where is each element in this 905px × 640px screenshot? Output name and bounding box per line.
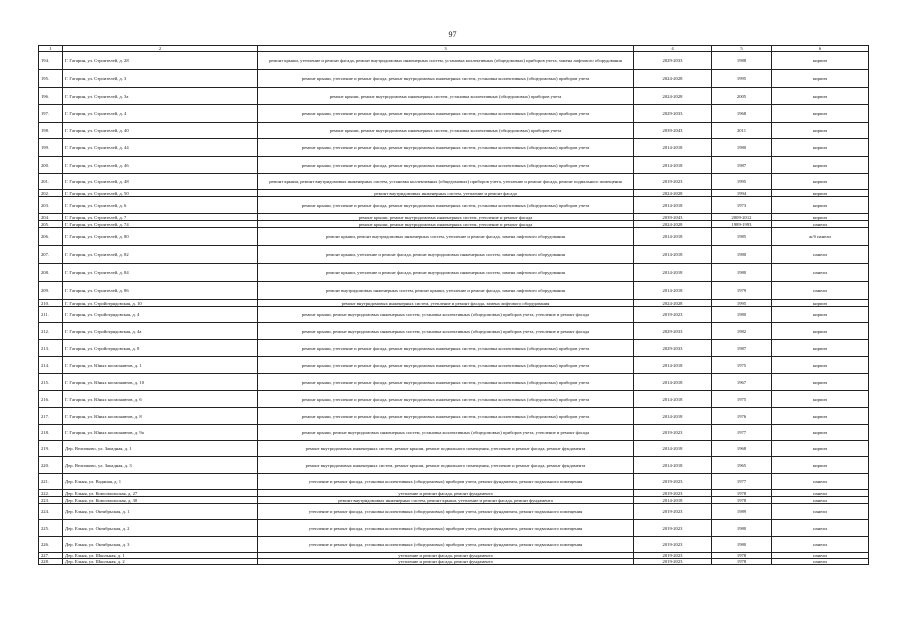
year-cell: 1982 [712,323,772,340]
address-cell: Дер. Ельня, ул. Школьная, д. 2 [63,559,258,565]
period-cell: 2019-2023 [634,474,712,490]
address-cell: Г. Гагарин, ул. Строителей, д. 86 [63,282,258,300]
row-number: 207. [39,246,63,264]
period-cell: 2024-2028 [634,88,712,105]
year-cell: 1980 [712,264,772,282]
period-cell: 2014-2018 [634,408,712,425]
works-cell: ремонт крыши, ремонт внутридомовых инженерных систем, установка коллективных (общедомовых) приборов учета, утепление и ремонт фасада [258,307,634,323]
row-number: 198. [39,123,63,139]
column-number: 4 [634,46,712,52]
works-cell: утепление и ремонт фасада, установка коллективных (общедомовых) приборов учета, ремонт фундамента, ремонт подвального помещения [258,537,634,553]
table-row [39,425,869,441]
works-cell: ремонт крыши, утепление и ремонт фасада, ремонт внутридомовых инженерных систем, установка коллективных (общедомовых) приборов учета [258,139,634,157]
works-cell: ремонт крыши, утепление и ремонт фасада, ремонт внутридомовых инженерных систем, установка коллективных (общедомовых) приборов учета [258,105,634,123]
year-cell: 1973 [712,197,772,214]
row-number: 219. [39,441,63,457]
period-cell: 2024-2028 [634,70,712,88]
works-cell: ремонт крыши, утепление и ремонт фасада, ремонт внутридомовых инженерных систем, установка коллективных (общедомовых) приборов учета, замена лифтового оборудования [258,52,634,70]
address-cell: Г. Гагарин, ул. Юных космонавтов, д. 6 [63,391,258,408]
period-cell: 2029-2033 [634,105,712,123]
material-cell: панели [772,537,869,553]
material-cell: кирпич [772,425,869,441]
works-cell: утепление и ремонт фасада, установка коллективных (общедомовых) приборов учета, ремонт фундамента, ремонт подвального помещения [258,474,634,490]
period-cell: 2014-2018 [634,497,712,504]
material-cell: ж/б панели [772,228,869,246]
period-cell: 2039-2043 [634,123,712,139]
works-cell: ремонт крыши, ремонт внутридомовых инженерных систем, утепление и ремонт фасада [258,214,634,221]
material-cell: кирпич [772,441,869,457]
works-cell: ремонт внутридомовых инженерных систем, утепление и ремонт фасада, замена лифтового оборудования [258,300,634,307]
period-cell: 2014-2018 [634,246,712,264]
address-cell: Г. Гагарин, ул. Строителей, д. 44 [63,139,258,157]
period-cell: 2014-2018 [634,441,712,457]
address-cell: Дер. Ельня, ул. Октябрьская, д. 1 [63,504,258,520]
table-row [39,123,869,139]
row-number: 208. [39,264,63,282]
row-number: 195. [39,70,63,88]
table-row [39,537,869,553]
year-cell: 2009-2012 [712,214,772,221]
period-cell: 2014-2018 [634,282,712,300]
table-row [39,190,869,197]
row-number: 197. [39,105,63,123]
table-row [39,307,869,323]
material-cell: кирпич [772,174,869,190]
year-cell: 1995 [712,70,772,88]
address-cell: Г. Гагарин, ул. Строителей, д. 3 [63,70,258,88]
material-cell: кирпич [772,340,869,357]
year-cell: 1975 [712,391,772,408]
year-cell: 1978 [712,497,772,504]
material-cell: кирпич [772,214,869,221]
address-cell: Дер. Величково, ул. Западная, д. 3 [63,457,258,474]
year-cell: 1978 [712,559,772,565]
table-row [39,157,869,174]
buildings-table [38,45,869,565]
material-cell: кирпич [772,374,869,391]
period-cell: 2014-2018 [634,228,712,246]
period-cell: 2024-2028 [634,221,712,228]
table-row [39,497,869,504]
material-cell: кирпич [772,391,869,408]
address-cell: Г. Гагарин, ул. Строителей, д. 7 [63,214,258,221]
table-row [39,374,869,391]
year-cell: 1988 [712,52,772,70]
period-cell: 2014-2018 [634,157,712,174]
row-number: 213. [39,340,63,357]
year-cell: 1985 [712,228,772,246]
year-cell: 1968 [712,105,772,123]
year-cell: 1987 [712,340,772,357]
row-number: 202. [39,190,63,197]
row-number: 206. [39,228,63,246]
table-row [39,490,869,497]
material-cell: панели [772,497,869,504]
material-cell: панели [772,553,869,559]
material-cell: панели [772,559,869,565]
column-number: 3 [258,46,634,52]
table-row [39,391,869,408]
row-number: 222. [39,490,63,497]
column-number: 6 [772,46,869,52]
address-cell: Г. Гагарин, ул. Строителей, д. 28 [63,52,258,70]
address-cell: Г. Гагарин, ул. Строителей, д. 4 [63,105,258,123]
table-row [39,174,869,190]
table-row [39,340,869,357]
column-number: 2 [63,46,258,52]
address-cell: Г. Гагарин, ул. Стройотрядовская, д. 10 [63,300,258,307]
address-cell: Дер. Ельня, ул. Октябрьская, д. 3 [63,537,258,553]
year-cell: 1977 [712,425,772,441]
period-cell: 2014-2018 [634,264,712,282]
works-cell: утепление и ремонт фасада, установка коллективных (общедомовых) приборов учета, ремонт фундамента, ремонт подвального помещения [258,504,634,520]
address-cell: Г. Гагарин, ул. Строителей, д. 40 [63,123,258,139]
works-cell: ремонт крыши, утепление и ремонт фасада, ремонт внутридомовых инженерных систем, установка коллективных (общедомовых) приборов учета [258,357,634,374]
works-cell: ремонт крыши, ремонт внутридомовых инженерных систем, установка коллективных (общедомовых) приборов учета [258,88,634,105]
address-cell: Г. Гагарин, ул. Строителей, д. 6 [63,197,258,214]
table-row [39,323,869,340]
address-cell: Г. Гагарин, ул. Стройотрядовская, д. 4а [63,323,258,340]
period-cell: 2029-2033 [634,323,712,340]
table-row [39,70,869,88]
year-cell: 1976 [712,408,772,425]
row-number: 214. [39,357,63,374]
row-number: 220. [39,457,63,474]
works-cell: ремонт внутридомовых инженерных систем, ремонт крыши, утепление и ремонт фасада, замена лифтового оборудования [258,282,634,300]
works-cell: ремонт крыши, ремонт внутридомовых инженерных систем, установка коллективных (общедомовых) приборов учета, утепление и ремонт фасада [258,425,634,441]
material-cell: панели [772,221,869,228]
year-cell: 1980 [712,246,772,264]
works-cell: ремонт крыши, ремонт внутридомовых инженерных систем, установка коллективных (общедомовых) приборов учета [258,123,634,139]
table-row [39,246,869,264]
works-cell: ремонт внутридомовых инженерных систем, ремонт крыши, ремонт подвального помещения, утепление и ремонт фасада, ремонт фундамента [258,457,634,474]
year-cell: 1989 [712,504,772,520]
row-number: 211. [39,307,63,323]
row-number: 204. [39,214,63,221]
row-number: 221. [39,474,63,490]
table-row [39,88,869,105]
period-cell: 2029-2033 [634,52,712,70]
material-cell: кирпич [772,408,869,425]
works-cell: ремонт крыши, утепление и ремонт фасада, ремонт внутридомовых инженерных систем, установка коллективных (общедомовых) приборов учета [258,340,634,357]
material-cell: кирпич [772,300,869,307]
material-cell: кирпич [772,123,869,139]
year-cell: 1989-1993 [712,221,772,228]
year-cell: 1978 [712,490,772,497]
works-cell: утепление и ремонт фасада, ремонт фундамента [258,553,634,559]
works-cell: ремонт крыши, утепление и ремонт фасада, ремонт внутридомовых инженерных систем, установка коллективных (общедомовых) приборов учета [258,157,634,174]
year-cell: 1980 [712,537,772,553]
address-cell: Г. Гагарин, ул. Строителей, д. 48 [63,174,258,190]
address-cell: Дер. Ельня, ул. Комсомольская, д. 30 [63,497,258,504]
material-cell: кирпич [772,88,869,105]
row-number: 196. [39,88,63,105]
works-cell: ремонт крыши, утепление и ремонт фасада, ремонт внутридомовых инженерных систем, установка коллективных (общедомовых) приборов учета [258,197,634,214]
address-cell: Г. Гагарин, ул. Строителей, д. 50 [63,190,258,197]
table-row [39,105,869,123]
table-row [39,214,869,221]
row-number: 227. [39,553,63,559]
address-cell: Г. Гагарин, ул. Строителей, д. 74 [63,221,258,228]
period-cell: 2019-2023 [634,520,712,537]
address-cell: Г. Гагарин, ул. Юных космонавтов, д. 1 [63,357,258,374]
address-cell: Дер. Ельня, ул. Комсомольская, д. 27 [63,490,258,497]
material-cell: кирпич [772,105,869,123]
material-cell: кирпич [772,139,869,157]
table-row [39,300,869,307]
row-number: 205. [39,221,63,228]
row-number: 210. [39,300,63,307]
material-cell: кирпич [772,357,869,374]
row-number: 217. [39,408,63,425]
year-cell: 1980 [712,520,772,537]
year-cell: 1994 [712,190,772,197]
row-number: 218. [39,425,63,441]
address-cell: Г. Гагарин, ул. Стройотрядовская, д. 4 [63,307,258,323]
period-cell: 2024-2028 [634,300,712,307]
row-number: 224. [39,504,63,520]
year-cell: 1967 [712,374,772,391]
works-cell: ремонт крыши, ремонт внутридомовых инженерных систем, установка коллективных (общедомовых) приборов учета, утепление и ремонт фасада [258,323,634,340]
works-cell: утепление и ремонт фасада, ремонт фундамента [258,559,634,565]
year-cell: 1987 [712,157,772,174]
period-cell: 2014-2018 [634,391,712,408]
row-number: 223. [39,497,63,504]
works-cell: ремонт крыши, утепление и ремонт фасада, ремонт внутридомовых инженерных систем, установка коллективных (общедомовых) приборов учета [258,70,634,88]
period-cell: 2014-2018 [634,457,712,474]
page-number: 97 [448,30,457,39]
row-number: 194. [39,52,63,70]
table-row [39,264,869,282]
period-cell: 2039-2043 [634,214,712,221]
table-row [39,228,869,246]
works-cell: утепление и ремонт фасада, ремонт фундамента [258,490,634,497]
row-number: 209. [39,282,63,300]
row-number: 216. [39,391,63,408]
row-number: 201. [39,174,63,190]
table-row [39,221,869,228]
material-cell: кирпич [772,197,869,214]
address-cell: Г. Гагарин, ул. Юных космонавтов, д. 8 [63,408,258,425]
row-number: 199. [39,139,63,157]
year-cell: 1980 [712,139,772,157]
table-row [39,474,869,490]
address-cell: Дер. Ельня, ул. Водяная, д. 1 [63,474,258,490]
period-cell: 2019-2023 [634,537,712,553]
year-cell: 1977 [712,474,772,490]
period-cell: 2029-2033 [634,340,712,357]
works-cell: ремонт крыши, утепление и ремонт фасада, ремонт внутридомовых инженерных систем, установка коллективных (общедомовых) приборов учета [258,408,634,425]
works-cell: ремонт крыши, утепление и ремонт фасада, ремонт внутридомовых инженерных систем, замена лифтового оборудования [258,264,634,282]
period-cell: 2019-2023 [634,504,712,520]
year-cell: 1995 [712,174,772,190]
year-cell: 1975 [712,357,772,374]
material-cell: панели [772,246,869,264]
period-cell: 2019-2023 [634,553,712,559]
material-cell: панели [772,504,869,520]
year-cell: 1980 [712,307,772,323]
year-cell: 1968 [712,441,772,457]
row-number: 226. [39,537,63,553]
material-cell: кирпич [772,70,869,88]
address-cell: Г. Гагарин, ул. Строителей, д. 82 [63,246,258,264]
address-cell: Г. Гагарин, ул. Стройотрядовская, д. 8 [63,340,258,357]
table-row [39,357,869,374]
row-number: 200. [39,157,63,174]
address-cell: Г. Гагарин, ул. Строителей, д. 84 [63,264,258,282]
works-cell: ремонт крыши, ремонт внутридомовых инженерных систем, утепление и ремонт фасада, замена лифтового оборудования [258,228,634,246]
year-cell: 1995 [712,300,772,307]
row-number: 203. [39,197,63,214]
works-cell: ремонт крыши, ремонт внутридомовых инженерных систем, установка коллективных (общедомовых) приборов учета, утепление и ремонт фасада, ремонт подвального помещения [258,174,634,190]
row-number: 215. [39,374,63,391]
address-cell: Дер. Величково, ул. Западная, д. 1 [63,441,258,457]
table-row [39,282,869,300]
table-row [39,504,869,520]
year-cell: 1979 [712,282,772,300]
address-cell: Г. Гагарин, ул. Строителей, д. 46 [63,157,258,174]
year-cell: 1978 [712,553,772,559]
material-cell: кирпич [772,157,869,174]
row-number: 228. [39,559,63,565]
period-cell: 2014-2018 [634,357,712,374]
year-cell: 2005 [712,88,772,105]
material-cell: панели [772,490,869,497]
column-number: 1 [39,46,63,52]
period-cell: 2019-2023 [634,174,712,190]
row-number: 225. [39,520,63,537]
table-row [39,197,869,214]
table-row [39,139,869,157]
works-cell: ремонт крыши, ремонт внутридомовых инженерных систем, утепление и ремонт фасада [258,221,634,228]
works-cell: ремонт внутридомовых инженерных систем, утепление и ремонт фасада [258,190,634,197]
year-cell: 1965 [712,457,772,474]
year-cell: 2011 [712,123,772,139]
material-cell: кирпич [772,457,869,474]
material-cell: панели [772,264,869,282]
table-row [39,52,869,70]
period-cell: 2024-2028 [634,190,712,197]
table-row [39,408,869,425]
period-cell: 2019-2023 [634,307,712,323]
table-row [39,441,869,457]
table-row [39,457,869,474]
works-cell: ремонт внутридомовых инженерных систем, ремонт крыши, ремонт подвального помещения, утепление и ремонт фасада, ремонт фундамента [258,441,634,457]
material-cell: панели [772,520,869,537]
works-cell: ремонт крыши, утепление и ремонт фасада, ремонт внутридомовых инженерных систем, установка коллективных (общедомовых) приборов учета [258,391,634,408]
address-cell: Г. Гагарин, ул. Строителей, д. 3а [63,88,258,105]
material-cell: кирпич [772,52,869,70]
works-cell: ремонт внутридомовых инженерных систем, ремонт крыши, утепление и ремонт фасада, ремонт фундамента [258,497,634,504]
period-cell: 2019-2023 [634,490,712,497]
table-row [39,520,869,537]
address-cell: Г. Гагарин, ул. Юных космонавтов, д. 10 [63,374,258,391]
works-cell: утепление и ремонт фасада, установка коллективных (общедомовых) приборов учета, ремонт фундамента, ремонт подвального помещения [258,520,634,537]
material-cell: кирпич [772,323,869,340]
works-cell: ремонт крыши, утепление и ремонт фасада, ремонт внутридомовых инженерных систем, замена лифтового оборудования [258,246,634,264]
period-cell: 2014-2018 [634,197,712,214]
period-cell: 2014-2018 [634,139,712,157]
material-cell: кирпич [772,190,869,197]
material-cell: кирпич [772,307,869,323]
row-number: 212. [39,323,63,340]
address-cell: Г. Гагарин, ул. Юных космонавтов, д. 9а [63,425,258,441]
works-cell: ремонт крыши, утепление и ремонт фасада, ремонт внутридомовых инженерных систем, установка коллективных (общедомовых) приборов учета [258,374,634,391]
table-row [39,559,869,565]
period-cell: 2014-2018 [634,374,712,391]
address-cell: Дер. Ельня, ул. Октябрьская, д. 2 [63,520,258,537]
address-cell: Дер. Ельня, ул. Школьная, д. 1 [63,553,258,559]
period-cell: 2019-2023 [634,425,712,441]
period-cell: 2019-2023 [634,559,712,565]
address-cell: Г. Гагарин, ул. Строителей, д. 80 [63,228,258,246]
column-number: 5 [712,46,772,52]
material-cell: панели [772,282,869,300]
material-cell: панели [772,474,869,490]
